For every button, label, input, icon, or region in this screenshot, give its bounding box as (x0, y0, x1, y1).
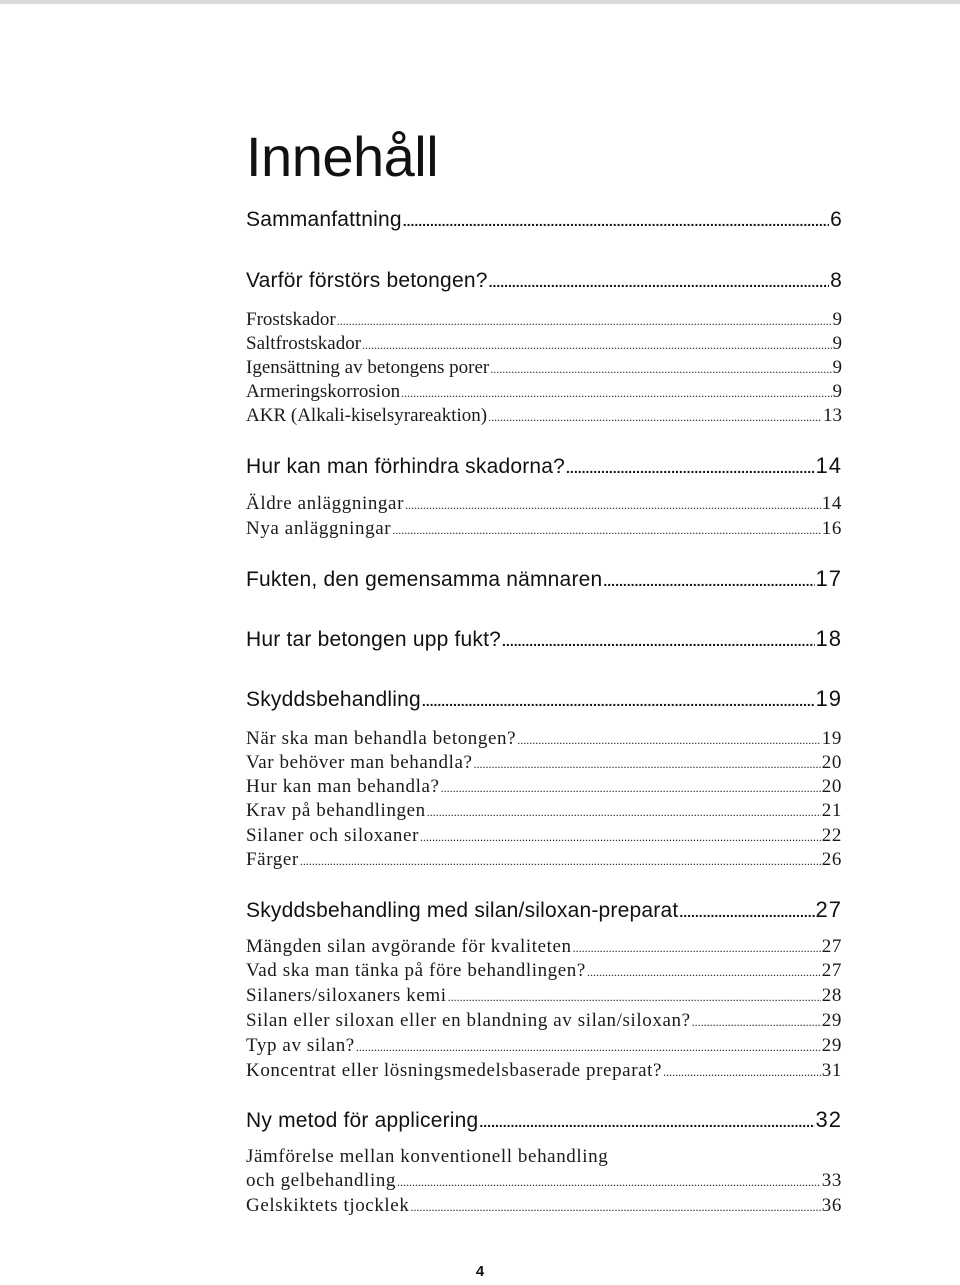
dot-leader (573, 936, 821, 960)
toc-entry-page: 18 (815, 626, 842, 651)
toc-entry[interactable] (246, 848, 842, 873)
toc-entry-label: Var behöver man behandla? (246, 752, 473, 773)
toc-entry-page: 32 (815, 1107, 842, 1132)
dot-leader (420, 825, 821, 849)
dot-leader (300, 849, 821, 873)
toc-entry[interactable] (246, 1034, 842, 1059)
dot-leader (490, 357, 831, 381)
toc-entry-page: 27 (821, 936, 842, 957)
toc-entry[interactable] (246, 1009, 842, 1034)
toc-entry-page: 19 (821, 728, 842, 749)
toc-entry[interactable] (246, 566, 842, 594)
toc-entry[interactable] (246, 1194, 842, 1219)
toc-entry-label: När ska man behandla betongen? (246, 728, 517, 749)
dot-leader (441, 776, 821, 800)
toc-entry[interactable] (246, 356, 842, 381)
toc-entry-page: 16 (821, 518, 842, 539)
toc-entry-label: Skyddsbehandling (246, 688, 421, 711)
dot-leader (405, 493, 821, 517)
toc-entry-page: 22 (821, 825, 842, 846)
toc-entry-page: 9 (832, 381, 842, 402)
dot-leader (427, 800, 821, 824)
toc-entry-label: Koncentrat eller lösningsmedelsbaserade preparat? (246, 1060, 663, 1081)
toc-entry[interactable] (246, 1169, 842, 1194)
dot-leader (502, 628, 814, 654)
dot-leader (479, 1109, 814, 1135)
toc-entry-label: Sammanfattning (246, 208, 402, 231)
toc-entry[interactable] (246, 268, 842, 295)
toc-entry-label: Skyddsbehandling med silan/siloxan-preparat (246, 899, 679, 922)
toc-entry-label: Frostskador (246, 309, 336, 330)
page-title: Innehåll (246, 125, 439, 188)
toc-entry-label: Hur kan man förhindra skadorna? (246, 455, 566, 478)
toc-entry[interactable] (246, 332, 842, 357)
toc-entry-page: 21 (821, 800, 842, 821)
dot-leader (337, 309, 832, 333)
toc-entry[interactable] (246, 626, 842, 654)
toc-entry-page: 19 (815, 686, 842, 711)
toc-entry-page: 20 (821, 752, 842, 773)
toc-entry[interactable] (246, 897, 842, 925)
dot-leader (448, 985, 821, 1009)
toc-entry-page: 29 (821, 1035, 842, 1056)
dot-leader (410, 1195, 820, 1219)
toc-entry-label: Krav på behandlingen (246, 800, 426, 821)
toc-entry-page: 20 (821, 776, 842, 797)
toc-entry-label: Armeringskorrosion (246, 381, 401, 402)
toc-entry-page: 29 (821, 1010, 842, 1031)
toc-entry-label: Vad ska man tänka på före behandlingen? (246, 960, 586, 981)
dot-leader (692, 1010, 821, 1034)
toc-entry[interactable] (246, 984, 842, 1009)
toc-entry-page: 9 (832, 333, 842, 354)
dot-leader (403, 208, 829, 234)
toc-entry[interactable] (246, 404, 842, 429)
dot-leader (422, 688, 815, 714)
dot-leader (587, 960, 821, 984)
toc-entry-page: 17 (815, 566, 842, 591)
toc-entry-page: 9 (832, 357, 842, 378)
dot-leader (356, 1035, 821, 1059)
toc-entry-page: 33 (821, 1170, 842, 1191)
toc-entry-label: Nya anläggningar (246, 518, 392, 539)
dot-leader (401, 381, 831, 405)
toc-entry-page: 28 (821, 985, 842, 1006)
toc-entry[interactable] (246, 492, 842, 517)
toc-entry-label: Äldre anläggningar (246, 493, 404, 514)
toc-entry[interactable] (246, 686, 842, 714)
toc-entry-page: 27 (815, 897, 842, 922)
toc-entry-label: och gelbehandling (246, 1170, 397, 1191)
dot-leader (489, 269, 830, 295)
toc-entry[interactable] (246, 207, 842, 234)
toc-entry-label: Silaners/siloxaners kemi (246, 985, 447, 1006)
dot-leader (362, 333, 831, 357)
toc-entry-page: 8 (830, 269, 842, 292)
toc-entry-page: 27 (821, 960, 842, 981)
page-number: 4 (475, 1263, 485, 1280)
toc-entry-label: Igensättning av betongens porer (246, 357, 490, 378)
toc-entry[interactable] (246, 959, 842, 984)
toc-entry-label: Ny metod för applicering (246, 1109, 479, 1132)
toc-entry-label: Mängden silan avgörande för kvaliteten (246, 936, 572, 957)
toc-entry-label: Varför förstörs betongen? (246, 269, 488, 292)
toc-entry[interactable] (246, 380, 842, 405)
dot-leader (603, 568, 814, 594)
toc-entry[interactable] (246, 517, 842, 542)
toc-entry[interactable] (246, 308, 842, 333)
toc-entry-label: Hur tar betongen upp fukt? (246, 628, 502, 651)
dot-leader (679, 899, 814, 925)
dot-leader (663, 1060, 821, 1084)
toc-entry[interactable] (246, 1107, 842, 1135)
toc-entry-page: 26 (821, 849, 842, 870)
toc-entry-label: Hur kan man behandla? (246, 776, 440, 797)
dot-leader (392, 518, 821, 542)
toc-entry-page: 14 (821, 493, 842, 514)
toc-entry-page: 9 (832, 309, 842, 330)
toc-entry[interactable] (246, 935, 842, 960)
toc-entry-label: AKR (Alkali-kiselsyrareaktion) (246, 405, 488, 426)
toc-entry-label: Typ av silan? (246, 1035, 355, 1056)
toc-entry-label-line[interactable]: Jämförelse mellan konventionell behandling (246, 1146, 609, 1167)
dot-leader (397, 1170, 821, 1194)
toc-entry[interactable] (246, 799, 842, 824)
dot-leader (474, 752, 821, 776)
toc-entry[interactable] (246, 751, 842, 776)
toc-entry-label: Silan eller siloxan eller en blandning av silan/siloxan? (246, 1010, 691, 1031)
toc-entry-label: Gelskiktets tjocklek (246, 1195, 410, 1216)
dot-leader (488, 405, 822, 429)
toc-entry[interactable] (246, 727, 842, 752)
toc-entry-label: Fukten, den gemensamma nämnaren (246, 568, 603, 591)
toc-entry[interactable] (246, 1059, 842, 1084)
toc-entry[interactable] (246, 453, 842, 481)
toc-entry-page: 13 (823, 405, 842, 426)
toc-entry-page: 31 (821, 1060, 842, 1081)
table-of-contents (246, 0, 842, 1285)
toc-entry-page: 36 (821, 1195, 842, 1216)
toc-entry-label: Silaner och siloxaner (246, 825, 419, 846)
toc-entry[interactable] (246, 775, 842, 800)
toc-entry-label: Saltfrostskador (246, 333, 362, 354)
toc-entry-label: Färger (246, 849, 299, 870)
toc-entry-page: 6 (830, 208, 842, 231)
toc-entry-page: 14 (815, 453, 842, 478)
toc-entry[interactable] (246, 824, 842, 849)
dot-leader (517, 728, 821, 752)
dot-leader (566, 455, 814, 481)
